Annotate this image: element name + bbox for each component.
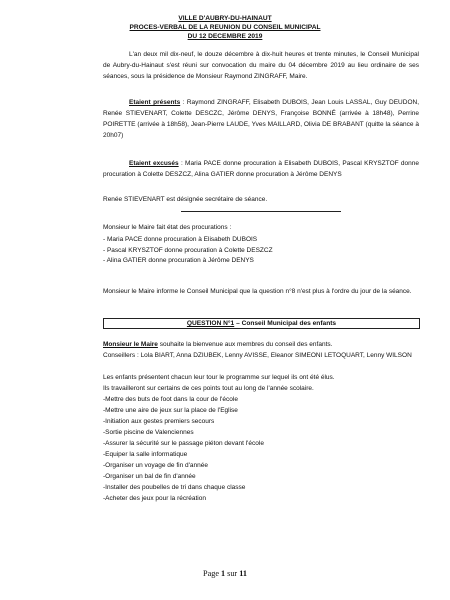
- excused-label: Etaient excusés: [129, 160, 179, 167]
- procuration-item: - Maria PACE donne procuration à Elisabeth DUBOIS: [103, 236, 258, 243]
- program-item: -Assurer la sécurité sur le passage piéton devant l'école: [103, 440, 264, 447]
- program-intro: Les enfants présentent chacun leur tour le programme sur lequel ils ont été élus.: [103, 374, 335, 381]
- sur-word: sur: [227, 569, 238, 578]
- program-item: -Installer des poubelles de tri dans chaque classe: [103, 484, 246, 491]
- program-item: -Mettre une aire de jeux sur la place de l'Eglise: [103, 407, 238, 414]
- procuration-item: - Pascal KRYSZTOF donne procuration à Colette DESZCZ: [103, 246, 273, 254]
- present-paragraph: [103, 97, 419, 141]
- page-total: 11: [239, 569, 247, 578]
- page-footer: [0, 569, 450, 578]
- program-item: -Acheter des jeux pour la récréation: [103, 495, 206, 502]
- program-list: [103, 394, 419, 504]
- secretary-line: Renée STIEVENART est désignée secrétaire de séance.: [103, 196, 268, 203]
- intro-paragraph: L'an deux mil dix-neuf, le douze décembre à dix-huit heures et trente minutes, le Conseil Municipal de Aubry-du-Hainaut s'est réuni sur convocation du maire du 04 décembre 2019 au lieu ordinaire de ses séances, sous la présidence de Monsieur Raymond ZINGRAFF, Maire.: [103, 51, 419, 80]
- procurations-list: [103, 234, 419, 266]
- program-item: -Organiser un bal de fin d'année: [103, 473, 196, 480]
- procurations-intro: Monsieur le Maire fait état des procurations :: [103, 224, 232, 231]
- town-header: VILLE D'AUBRY-DU-HAINAUT: [178, 15, 272, 22]
- present-label: Etaient présents: [129, 99, 181, 106]
- page-number: 1: [221, 569, 226, 578]
- welcome-text: souhaite la bienvenue aux membres du conseil des enfants.: [157, 341, 333, 348]
- question-1-title: – Conseil Municipal des enfants: [234, 320, 337, 327]
- program-item: -Equiper la salle informatique: [103, 451, 188, 458]
- excused-paragraph: [103, 158, 419, 180]
- excused-list: : Maria PACE donne procuration à Elisabeth DUBOIS, Pascal KRYSZTOF donne procuration à Colette DESZCZ, Alina GATIER donne procuration à Jérôme DENYS: [103, 160, 419, 178]
- separator-line: [181, 211, 341, 212]
- welcome-line: [103, 339, 419, 350]
- mayor-label: Monsieur le Maire: [103, 341, 158, 348]
- question-1-heading: [103, 318, 420, 329]
- procuration-item: - Alina GATIER donne procuration à Jérôme DENYS: [103, 257, 254, 265]
- agenda-note: Monsieur le Maire informe le Conseil Municipal que la question n°8 n'est plus à l'ordre du jour de la séance.: [103, 288, 412, 295]
- question-1-label: QUESTION N°1: [186, 320, 235, 327]
- program-work-line: Ils travailleront sur certains de ces points tout au long de l'année scolaire.: [103, 385, 314, 392]
- program-item: -Organiser un voyage de fin d'année: [103, 462, 208, 469]
- program-item: -Sortie piscine de Valenciennes: [103, 429, 194, 436]
- minutes-title: PROCES-VERBAL DE LA REUNION DU CONSEIL MUNICIPAL: [129, 24, 321, 31]
- program-item: -Initiation aux gestes premiers secours: [103, 418, 215, 425]
- meeting-date: DU 12 DECEMBRE 2019: [187, 33, 263, 40]
- program-item: -Mettre des buts de foot dans la cour de l'école: [103, 396, 238, 403]
- page-word: Page: [203, 569, 219, 578]
- present-list: : Raymond ZINGRAFF, Elisabeth DUBOIS, Jean Louis LASSAL, Guy DEUDON, Renée STIEVENART, Colette DESCZC, Jérôme DENYS, Françoise BONNÉ (arrivée à 18h48), Perrine POIRETTE (arrivée à 18h58), Jean-Pierre LAUDE, Yves MAILLARD, Olivia DE BRABANT (quitte la séance à 20h07): [103, 99, 420, 139]
- children-councillors: Conseillers : Lola BIART, Anna DZIUBEK, Lenny AVISSE, Eleanor SIMEONI LETOQUART, Lenny WILSON: [103, 352, 412, 359]
